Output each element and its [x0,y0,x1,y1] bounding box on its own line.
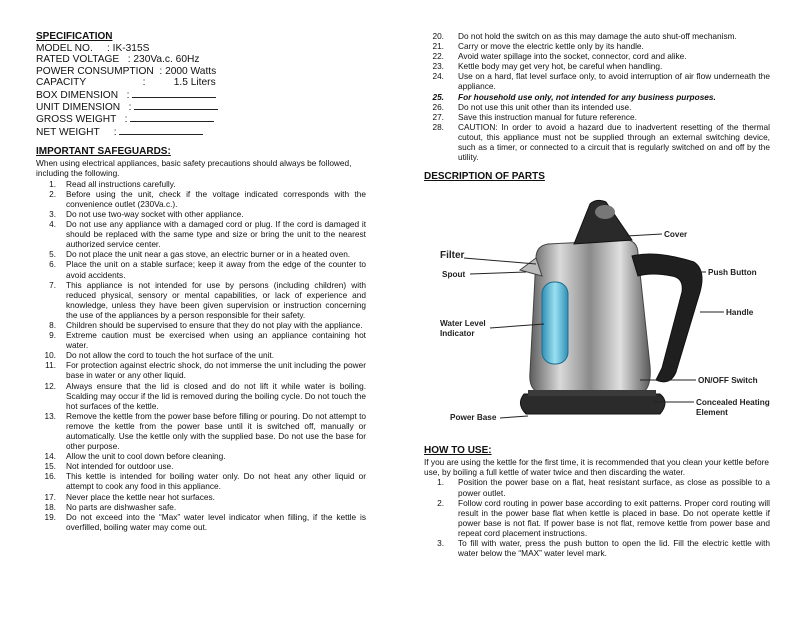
list-item: 21. Carry or move the electric kettle only by its handle. [432,41,644,52]
how-to-use-intro: If you are using the kettle for the first time, it is recommended that you clean your kettle before use, by boiling a full kettle of water twice and then discarding the water. [424,457,769,478]
label-cover: Cover [664,230,688,239]
list-item: 26. Do not use this unit other than its intended use. [432,101,632,112]
label-handle: Handle [726,308,754,317]
list-item: 18. No parts are dishwasher safe. [44,501,177,512]
water-window [542,282,568,364]
list-item: 3. Do not use two-way socket with other appliance. [49,208,244,219]
list-item: 4. Do not use any appliance with a damaged cord or plug. If the cord is damaged it should be replaced with the same type and size or bring the unit to the nearest authorized service center. [49,219,366,250]
label-power-base: Power Base [450,413,497,422]
list-item: 27. Save this instruction manual for future reference. [432,111,637,122]
list-item: 20. Do not hold the switch on as this may damage the auto shut-off mechanism. [432,31,737,41]
spec-row: POWER CONSUMPTION : 2000 Watts [36,65,217,77]
how-to-use-heading: HOW TO USE: [424,445,492,456]
list-item: 1. Position the power base on a flat, heat resistant surface, as close as possible to a power outlet. [437,477,770,498]
list-item: 15. Not intended for outdoor use. [44,461,174,472]
label-push-button: Push Button [708,268,757,277]
list-item: 12. Always ensure that the lid is closed and do not lift it while water is boiling. Scalding may occur if the lid is removed during the boiling cycle. Do not touch the hot surfaces of the kettle. [44,380,366,411]
list-item: 11. For protection against electric shock, do not immerse the unit including the power base in water or any other liquid. [45,360,366,381]
safeguards-intro: When using electrical appliances, basic safety precautions should always be followed, including the following. [36,158,352,179]
list-item: 19. Do not exceed into the “Max” water level indicator when filling, if the kettle is overfilled, boiling water may come out. [44,511,366,532]
label-heating-2: Element [696,408,728,417]
spec-list [36,43,366,138]
spec-row: CAPACITY : 1.5 Liters [36,77,216,89]
spec-row: GROSS WEIGHT : [36,113,366,125]
spec-row: MODEL NO. : IK-315S [36,43,150,54]
spec-row: RATED VOLTAGE : 230Va.c. 60Hz [36,54,200,66]
spec-row: BOX DIMENSION : [36,89,366,101]
list-item: 22. Avoid water spillage into the socket, connector, cord and alike. [432,51,687,62]
blank-line [130,113,214,122]
list-item: 17. Never place the kettle near hot surfaces. [44,491,215,502]
list-item: 25. For household use only, not intended for any business purposes. [432,91,716,102]
list-item: 13. Remove the kettle from the power base before filling or pouring. Do not attempt to remove the kettle from the power base until it is switched off, manually or automatically. Use the kettle only with the supplied base. Do not use the base for other purpose. [44,410,366,452]
label-spout: Spout [442,270,466,279]
kettle-diagram [424,196,784,428]
safeguards-list [36,179,366,532]
list-item: 24. Use on a hard, flat level surface only, to avoid interruption of air flow underneath the appliance. [432,71,770,92]
left-column [36,31,366,532]
list-item: 6. Place the unit on a stable surface; keep it away from the edge of the counter to avoid accidents. [49,259,366,280]
label-filter: Filter [440,250,465,261]
list-item: 23. Kettle body may get very hot, be careful when handling. [432,61,663,72]
list-item: 2. Before using the unit, check if the voltage indicated corresponds with the convenience outlet (230Va.c.). [49,188,366,209]
list-item: 28. CAUTION: In order to avoid a hazard due to inadvertent resetting of the thermal cutout, this appliance must not be supplied through an external switching device, such as a timer, or connected to a circuit that is regularly switched on and off by the utility. [432,121,770,163]
list-item: 9. Extreme caution must be exercised when using an appliance containing hot water. [49,330,366,351]
parts-heading: DESCRIPTION OF PARTS [424,171,545,183]
spec-row: NET WEIGHT : [36,126,366,138]
list-item: 1. Read all instructions carefully. [49,178,176,189]
blank-line [132,89,216,98]
blank-line [119,126,203,135]
safeguards-heading: IMPORTANT SAFEGUARDS: [36,146,171,158]
list-item: 8. Children should be supervised to ensure that they do not play with the appliance. [49,319,363,330]
safeguards-list-continued [424,31,770,162]
list-item: 10. Do not allow the cord to touch the hot surface of the unit. [44,350,275,361]
label-water-level-2: Indicator [440,329,475,338]
list-item: 14. Allow the unit to cool down before cleaning. [44,451,226,462]
label-heating-1: Concealed Heating [696,398,770,407]
spec-row: UNIT DIMENSION : [36,101,366,113]
power-base [520,394,665,414]
how-to-use-list [424,477,770,558]
label-switch: ON/OFF Switch [698,376,758,385]
list-item: 7. This appliance is not intended for use by persons (including children) with reduced physical, sensory or mental capabilities, or lack of experience and knowledge, unless they have been given supervision or instruction concerning the use of the appliances by a person responsible for their safety. [49,279,366,320]
list-item: 2. Follow cord routing in power base according to exit patterns. Proper cord routing will result in the power base flat when kettle is placed in base. Do not operate kettle if power base is not flat. If power base is not flat, remove kettle from power base and repeat cord placement instructions. [437,497,770,538]
list-item: 3. To fill with water, press the push button to open the lid. Fill the electric kettle with water below the “MAX” water level mark. [437,537,770,559]
right-column [424,31,770,183]
how-to-use-section [424,445,770,558]
label-water-level-1: Water Level [440,319,486,328]
list-item: 16. This kettle is intended for boiling water only. Do not heat any other liquid or attempt to cook any food in this appliance. [44,471,366,492]
specification-heading: SPECIFICATION [36,31,113,42]
blank-line [134,101,218,110]
list-item: 5. Do not place the unit near a gas stove, an electric burner or in a heated oven. [49,249,351,260]
